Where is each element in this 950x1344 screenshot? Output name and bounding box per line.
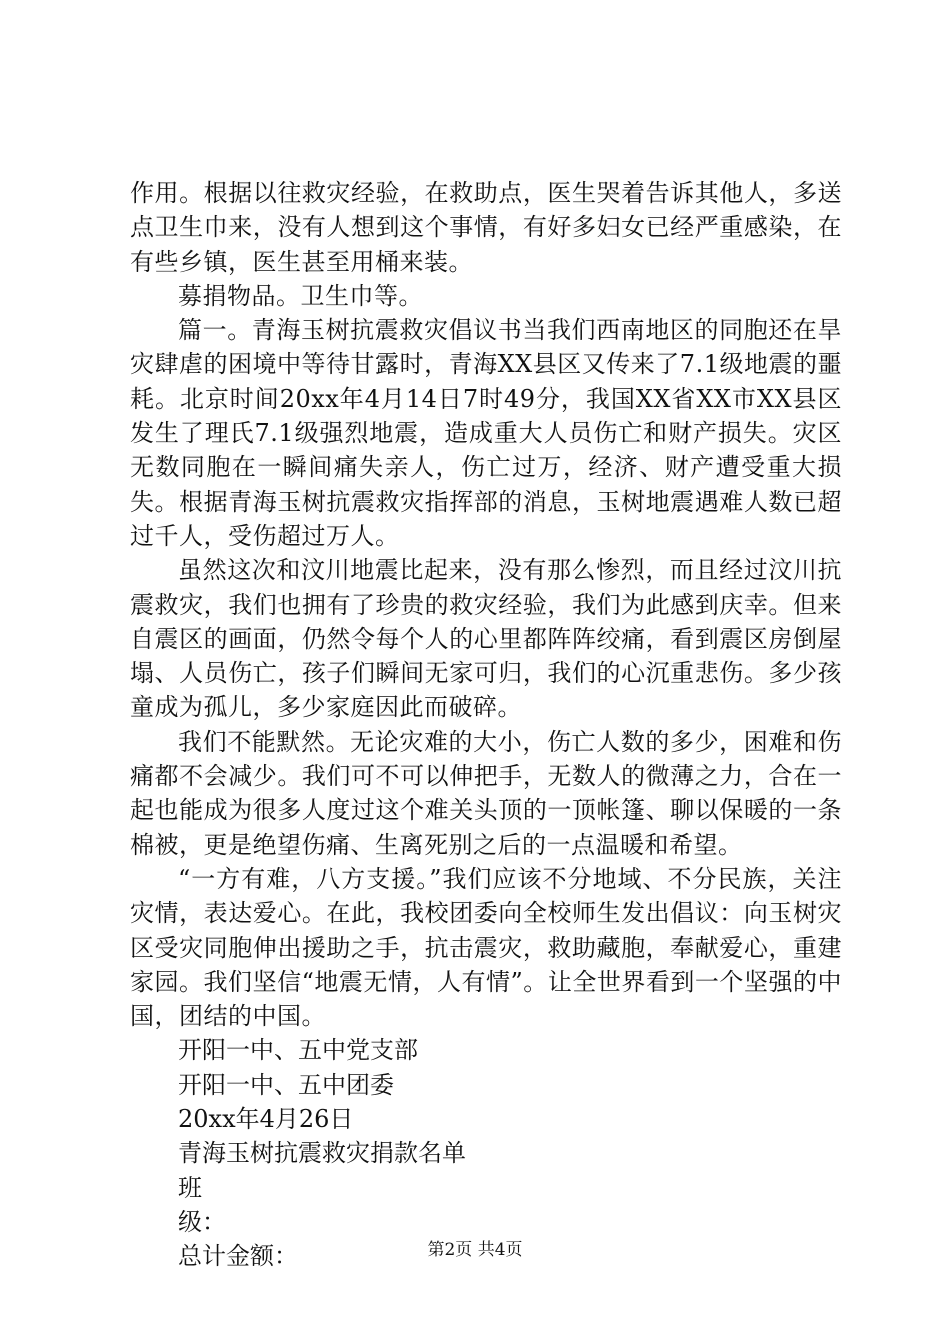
class-label-part2: 级： (178, 1207, 226, 1236)
signature-date: 20xx年4月26日 (178, 1105, 354, 1134)
total-amount-label: 总计金额： (178, 1242, 298, 1271)
signature-party-branch: 开阳一中、五中党支部 (178, 1036, 418, 1065)
paragraph-relief-experience: 作用。根据以往救灾经验，在救助点，医生哭着告诉其他人，多送点卫生巾来，没有人想到这个事情，有好多妇女已经严重感染，在有些乡镇，医生甚至用桶来装。 (130, 179, 842, 276)
document-body (130, 176, 842, 1274)
paragraph-wenchuan-comparison: 虽然这次和汶川地震比起来，没有那么惨烈，而且经过汶川抗震救灾，我们也拥有了珍贵的救灾经验，我们为此感到庆幸。但来自震区的画面，仍然令每个人的心里都阵阵绞痛，看到震区房倒屋塌、人员伤亡，孩子们瞬间无家可归，我们的心沉重悲伤。多少孩童成为孤儿，多少家庭因此而破碎。 (130, 556, 842, 722)
class-label-part1: 班 (178, 1173, 202, 1202)
paragraph-call-to-action: “一方有难，八方支援。”我们应该不分地域、不分民族，关注灾情，表达爱心。在此，我校团委向全校师生发出倡议：向玉树灾区受灾同胞伸出援助之手，抗击震灾，救助藏胞，奉献爱心，重建家园。我们坚信“地震无情，人有情”。让全世界看到一个坚强的中国，团结的中国。 (130, 864, 842, 1031)
paragraph-cannot-be-silent: 我们不能默然。无论灾难的大小，伤亡人数的多少，困难和伤痛都不会减少。我们可不可以伸把手，无数人的微薄之力，合在一起也能成为很多人度过这个难关头顶的一顶帐篷、聊以保暖的一条棉被，更是绝望伤痛、生离死别之后的一点温暖和希望。 (130, 727, 842, 859)
paragraph-proposal-intro: 篇一。青海玉树抗震救灾倡议书当我们西南地区的同胞还在旱灾肆虐的困境中等待甘露时，青海XX县区又传来了7.1级地震的噩耗。北京时间20xx年4月14日7时49分，我国XX省XX市XX县区发生了理氏7.1级强烈地震，造成重大人员伤亡和财产损失。灾区无数同胞在一瞬间痛失亲人，伤亡过万，经济、财产遭受重大损失。根据青海玉树抗震救灾指挥部的消息，玉树地震遇难人数已超过千人，受伤超过万人。 (130, 316, 842, 550)
signature-youth-league: 开阳一中、五中团委 (178, 1070, 394, 1099)
page-number-footer: 第2页 共4页 (427, 1240, 523, 1260)
paragraph-donation-items: 募捐物品。卫生巾等。 (178, 281, 423, 310)
donation-list-title: 青海玉树抗震救灾捐款名单 (178, 1139, 466, 1168)
